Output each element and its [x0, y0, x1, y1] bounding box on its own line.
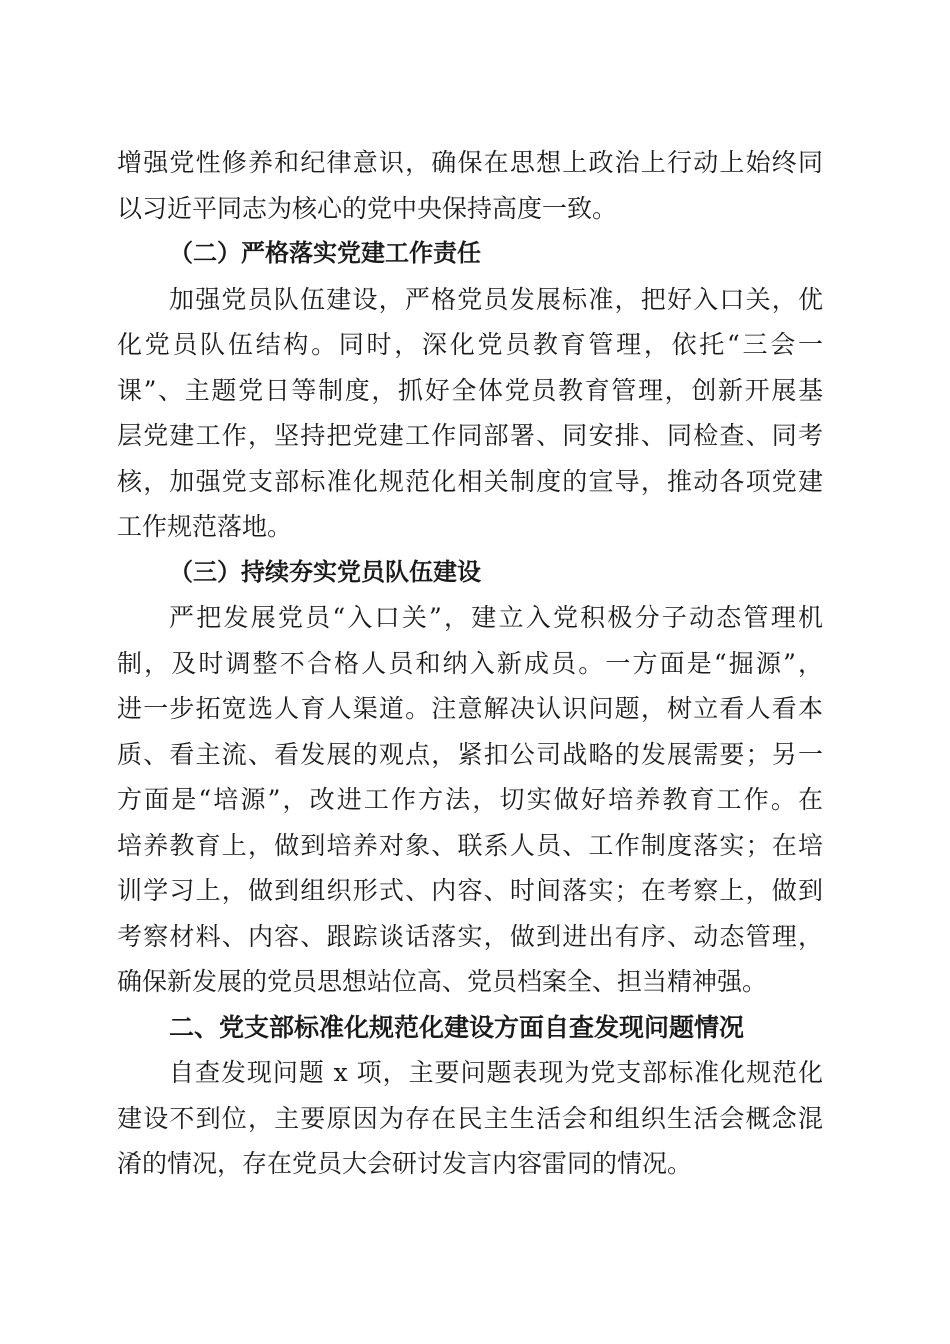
paragraph-continuation	[117, 140, 823, 231]
text-line: 核，加强党支部标准化规范化相关制度的宣导，推动各项党建	[117, 466, 823, 496]
text-line: 质、看主流、看发展的观点，紧扣公司战略的发展需要；另一	[117, 739, 823, 769]
text-line: 自查发现问题 x 项，主要问题表现为党支部标准化规范化	[169, 1058, 823, 1087]
document-page	[117, 140, 823, 1187]
text-line: 进一步拓宽选人育人渠道。注意解决认识问题，树立看人看本	[117, 694, 823, 723]
paragraph-self-inspection	[117, 1050, 823, 1187]
text-line: 制，及时调整不合格人员和纳入新成员。一方面是“掘源”，	[117, 648, 823, 678]
text-line: 增强党性修养和纪律意识，确保在思想上政治上行动上始终同	[117, 148, 823, 177]
text-line: 化党员队伍结构。同时，深化党员教育管理，依托“三会一	[117, 330, 823, 359]
text-line: 以习近平同志为核心的党中央保持高度一致。	[117, 193, 618, 223]
text-line: 加强党员队伍建设，严格党员发展标准，把好入口关，优	[169, 284, 823, 314]
section-heading-2: （二）严格落实党建工作责任	[169, 239, 481, 267]
text-line: 确保新发展的党员思想站位高、党员档案全、担当精神强。	[117, 967, 768, 996]
text-line: 训学习上，做到组织形式、内容、时间落实；在考察上，做到	[117, 876, 823, 905]
text-line: 培养教育上，做到培养对象、联系人员、工作制度落实；在培	[117, 830, 823, 860]
section-heading-3: （三）持续夯实党员队伍建设	[169, 557, 481, 586]
text-line: 考察材料、内容、跟踪谈话落实，做到进出有序、动态管理，	[117, 921, 823, 951]
paragraph-member-team-building	[117, 595, 823, 1005]
text-line: 层党建工作，坚持把党建工作同部署、同安排、同检查、同考	[117, 421, 823, 450]
text-line: 建设不到位，主要原因为存在民主生活会和组织生活会概念混	[117, 1103, 823, 1133]
text-line: 淆的情况，存在党员大会研讨发言内容雷同的情况。	[117, 1149, 693, 1178]
text-line: 课”、主题党日等制度，抓好全体党员教育管理，创新开展基	[117, 375, 823, 405]
text-line: 工作规范落地。	[117, 512, 293, 541]
paragraph-party-building-responsibility	[117, 277, 823, 550]
text-line: 方面是“培源”，改进工作方法，切实做好培养教育工作。在	[117, 785, 823, 814]
chapter-heading-2: 二、党支部标准化规范化建设方面自查发现问题情况	[169, 1012, 745, 1042]
text-line: 严把发展党员“入口关”，建立入党积极分子动态管理机	[169, 603, 823, 632]
